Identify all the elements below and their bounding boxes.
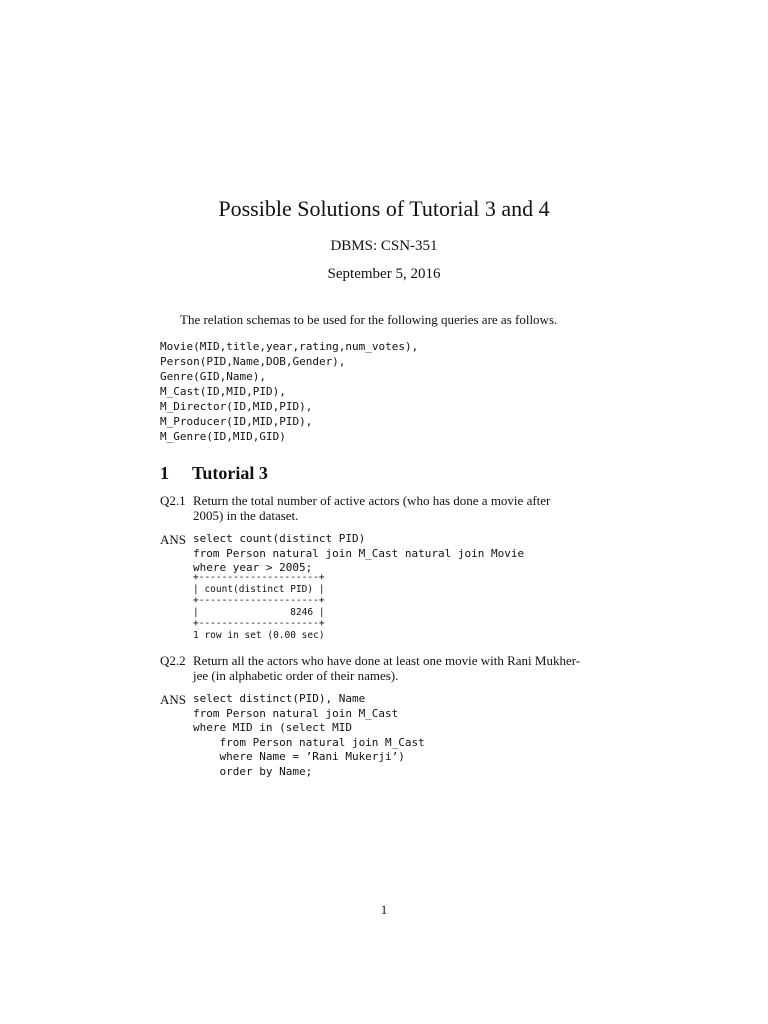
question-label: Q2.2 [160,653,186,668]
question-text-line: 2005) in the dataset. [193,508,299,523]
question-text-line: jee (in alphabetic order of their names). [193,668,399,683]
result-line: | count(distinct PID) | [193,583,325,595]
code-line: select count(distinct PID) [193,532,366,545]
code-line: order by Name; [193,764,313,778]
result-line: | 8246 | [193,606,325,618]
answer-label: ANS [160,692,187,707]
sql-code-block [193,692,425,779]
question-label: Q2.1 [160,493,186,508]
question-text [193,493,605,523]
page-number: 1 [380,902,388,917]
document-title: Possible Solutions of Tutorial 3 and 4 [218,196,550,221]
schema-line: M_Director(ID,MID,PID), [160,400,313,413]
code-line: where MID in (select MID [193,721,352,734]
code-line: from Person natural join M_Cast natural join Movie [193,546,525,560]
schema-line: Movie(MID,title,year,rating,num_votes), [160,340,419,353]
sql-code-block [193,532,524,576]
section-heading [160,461,268,485]
result-line: +---------------------+ [193,618,325,629]
code-line: where year > 2005; [193,561,313,574]
query-result-output [193,572,325,641]
result-line: +---------------------+ [193,572,325,583]
section-number: 1 [160,463,169,483]
question-text-line: Return all the actors who have done at least one movie with Rani Mukher- [193,653,581,668]
question-text-line: Return the total number of active actors (who has done a movie after [193,493,551,508]
schema-list [160,339,418,444]
schema-line: Person(PID,Name,DOB,Gender), [160,355,346,368]
code-line: select distinct(PID), Name [193,692,366,705]
answer-label: ANS [160,532,187,547]
schema-line: Genre(GID,Name), [160,370,266,383]
question-text [193,653,605,683]
course-code: DBMS: CSN-351 [330,238,438,254]
document-date: September 5, 2016 [327,266,441,282]
intro-paragraph: The relation schemas to be used for the following queries are as follows. [180,312,558,327]
section-title: Tutorial 3 [192,463,268,483]
code-line: where Name = ’Rani Mukerji’) [193,750,405,763]
schema-line: M_Cast(ID,MID,PID), [160,385,286,398]
code-line: from Person natural join M_Cast [193,735,425,749]
code-line: from Person natural join M_Cast [193,706,399,720]
result-line: +---------------------+ [193,595,325,606]
schema-line: M_Genre(ID,MID,GID) [160,430,286,443]
schema-line: M_Producer(ID,MID,PID), [160,415,313,428]
result-line: 1 row in set (0.00 sec) [193,629,325,641]
